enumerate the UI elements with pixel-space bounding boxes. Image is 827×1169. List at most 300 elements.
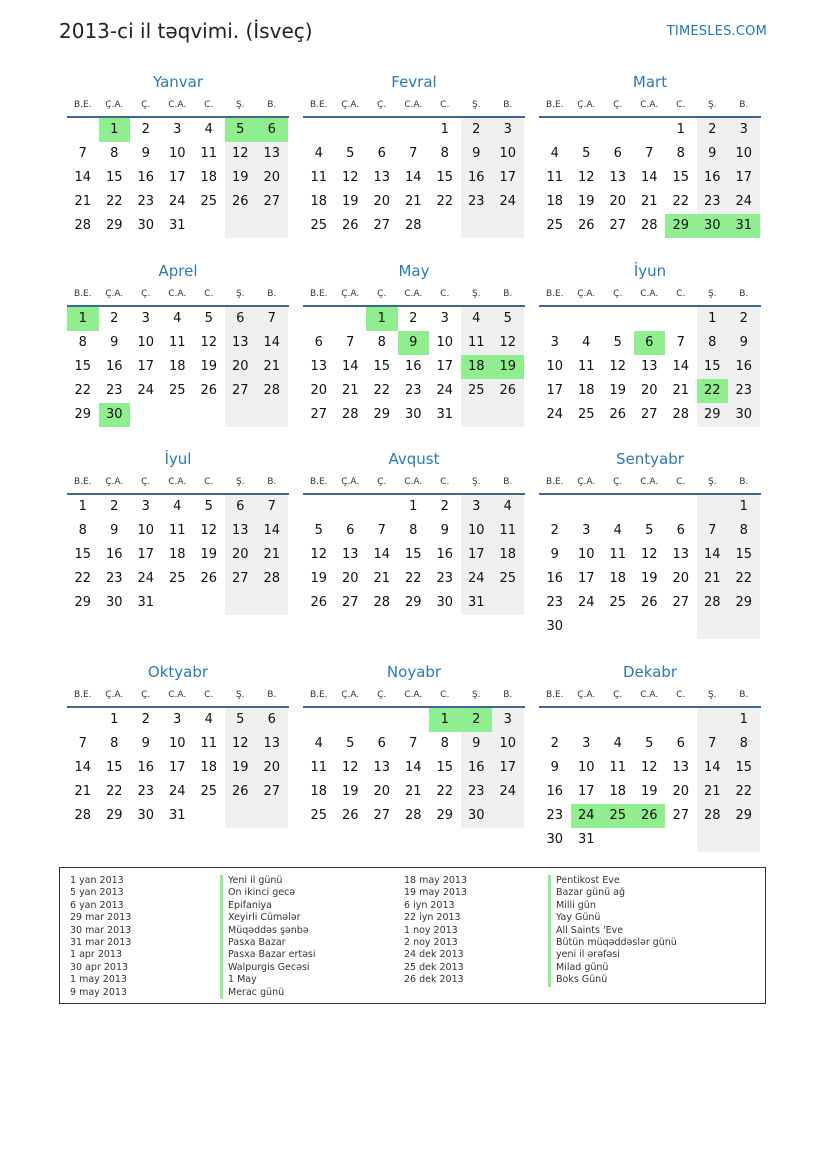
weekday-label: C.A. [404, 477, 423, 487]
day-cell: 8 [676, 146, 685, 161]
day-cell: 20 [225, 543, 257, 567]
month-0 [67, 70, 289, 238]
weekday-label: C. [204, 477, 214, 487]
holiday-name: Boks Günü [548, 974, 677, 986]
empty-day-cell [303, 495, 335, 519]
day-cell: 11 [546, 170, 564, 185]
day-cell: 8 [440, 736, 449, 751]
day-cell: 30 [461, 804, 493, 828]
day-cell: 4 [461, 307, 493, 331]
weekday-label: C.A. [404, 690, 423, 700]
day-cell: 21 [341, 383, 359, 398]
day-cell: 10 [168, 736, 186, 751]
weekday-label: Ç. [141, 289, 151, 299]
day-cell: 23 [137, 784, 155, 799]
holiday-date: 30 apr 2013 [70, 961, 129, 973]
day-cell: 6 [314, 335, 323, 350]
week-row [303, 379, 525, 403]
day-cell: 9 [110, 335, 119, 350]
empty-day-cell [665, 615, 697, 639]
day-cell: 15 [436, 760, 454, 775]
day-cell: 20 [640, 383, 658, 398]
day-cell: 9 [550, 547, 559, 562]
holiday-date: 5 yan 2013 [70, 887, 124, 899]
empty-day-cell [67, 708, 99, 732]
empty-day-cell [665, 708, 697, 732]
week-row [539, 591, 761, 615]
month-11 [539, 660, 761, 852]
weekday-label: B. [267, 690, 277, 700]
day-cell: 24 [168, 194, 186, 209]
empty-day-cell [602, 828, 634, 852]
day-cell: 8 [409, 523, 418, 538]
day-cell: 1 [429, 708, 461, 732]
week-row [539, 567, 761, 591]
day-cell: 3 [492, 118, 524, 142]
week-row [303, 591, 525, 615]
empty-day-cell [335, 118, 367, 142]
day-cell: 7 [676, 335, 685, 350]
day-cell: 12 [200, 335, 218, 350]
day-cell: 4 [613, 523, 622, 538]
day-cell: 10 [492, 142, 524, 166]
day-cell: 13 [672, 760, 690, 775]
day-cell: 28 [640, 218, 658, 233]
day-cell: 12 [640, 547, 658, 562]
weekday-label: C.A. [168, 477, 187, 487]
weekday-label: Ç. [141, 690, 151, 700]
weekday-label: B. [267, 477, 277, 487]
day-cell: 29 [74, 407, 92, 422]
day-cell: 4 [550, 146, 559, 161]
day-cell: 22 [404, 571, 422, 586]
empty-day-cell [303, 118, 335, 142]
day-cell: 15 [672, 170, 690, 185]
empty-day-cell [130, 403, 162, 427]
day-cell: 26 [225, 190, 257, 214]
day-cell: 31 [168, 808, 186, 823]
day-cell: 11 [200, 736, 218, 751]
week-row [539, 166, 761, 190]
day-cell: 23 [105, 571, 123, 586]
day-cell: 24 [546, 407, 564, 422]
empty-day-cell [256, 591, 288, 615]
weekday-label: Ş. [235, 690, 245, 700]
day-cell: 16 [546, 784, 564, 799]
weekday-header [539, 684, 761, 708]
day-cell: 14 [640, 170, 658, 185]
holiday-date: 30 mar 2013 [70, 924, 132, 936]
empty-day-cell [634, 307, 666, 331]
weekday-header [539, 94, 761, 118]
weekday-label: C. [204, 100, 214, 110]
day-cell: 29 [74, 595, 92, 610]
weekday-label: Ş. [707, 477, 717, 487]
month-1 [303, 70, 525, 238]
week-row [539, 732, 761, 756]
day-cell: 1 [440, 122, 449, 137]
day-cell: 12 [640, 760, 658, 775]
day-cell: 10 [546, 359, 564, 374]
empty-day-cell [602, 615, 634, 639]
day-cell: 10 [728, 142, 760, 166]
day-cell: 4 [492, 495, 524, 519]
site-link[interactable]: TIMESLES.COM [666, 24, 767, 39]
week-row [67, 543, 289, 567]
day-cell: 29 [404, 595, 422, 610]
day-cell: 13 [373, 760, 391, 775]
day-cell: 20 [256, 756, 288, 780]
day-cell: 3 [582, 523, 591, 538]
empty-day-cell [335, 495, 367, 519]
weekday-header [303, 283, 525, 307]
day-cell: 10 [577, 760, 595, 775]
day-cell: 28 [373, 595, 391, 610]
day-cell: 15 [404, 547, 422, 562]
day-cell: 30 [99, 403, 131, 427]
week-row [67, 780, 289, 804]
week-row [67, 118, 289, 142]
weekday-label: C.A. [640, 477, 659, 487]
week-row [539, 780, 761, 804]
week-row [67, 403, 289, 427]
week-row [67, 307, 289, 331]
holiday-name: Walpurgis Gecəsi [220, 962, 316, 974]
day-cell: 30 [436, 595, 454, 610]
day-cell: 6 [676, 736, 685, 751]
day-cell: 24 [492, 780, 524, 804]
holiday-date: 6 iyn 2013 [404, 899, 455, 911]
day-cell: 28 [697, 804, 729, 828]
day-cell: 1 [99, 118, 131, 142]
week-row [539, 708, 761, 732]
day-cell: 6 [346, 523, 355, 538]
weekday-label: Ç.A. [577, 690, 596, 700]
day-cell: 4 [204, 712, 213, 727]
weekday-label: Ş. [235, 100, 245, 110]
weekday-label: B.E. [545, 289, 564, 299]
weekday-label: C. [440, 289, 450, 299]
day-cell: 27 [609, 218, 627, 233]
day-cell: 25 [609, 595, 627, 610]
week-row [539, 828, 761, 852]
holiday-name: Yeni il günü [220, 875, 316, 887]
day-cell: 23 [461, 190, 493, 214]
day-cell: 13 [373, 170, 391, 185]
month-name: Dekabr [622, 663, 678, 681]
weekday-label: B.E. [73, 289, 92, 299]
day-cell: 19 [640, 784, 658, 799]
day-cell: 8 [78, 335, 87, 350]
month-4 [303, 259, 525, 427]
day-cell: 30 [105, 595, 123, 610]
empty-day-cell [665, 307, 697, 331]
day-cell: 16 [137, 760, 155, 775]
day-cell: 19 [492, 355, 524, 379]
day-cell: 4 [173, 311, 182, 326]
week-row [67, 804, 289, 828]
week-row [303, 403, 525, 427]
holiday-name: Milad günü [548, 962, 677, 974]
day-cell: 1 [697, 307, 729, 331]
day-cell: 24 [436, 383, 454, 398]
day-cell: 25 [168, 571, 186, 586]
weekday-header [67, 684, 289, 708]
day-cell: 9 [728, 331, 760, 355]
day-cell: 21 [697, 780, 729, 804]
week-row [539, 495, 761, 519]
holiday-date: 25 dek 2013 [404, 961, 464, 973]
day-cell: 13 [225, 519, 257, 543]
day-cell: 27 [225, 379, 257, 403]
day-cell: 3 [173, 122, 182, 137]
day-cell: 22 [672, 194, 690, 209]
day-cell: 15 [728, 543, 760, 567]
day-cell: 17 [577, 571, 595, 586]
day-cell: 28 [672, 407, 690, 422]
day-cell: 3 [461, 495, 493, 519]
day-cell: 26 [310, 595, 328, 610]
day-cell: 21 [404, 784, 422, 799]
day-cell: 13 [341, 547, 359, 562]
day-cell: 18 [577, 383, 595, 398]
day-cell: 5 [613, 335, 622, 350]
day-cell: 15 [74, 359, 92, 374]
day-cell: 28 [74, 808, 92, 823]
day-cell: 11 [577, 359, 595, 374]
day-cell: 8 [728, 732, 760, 756]
day-cell: 6 [225, 495, 257, 519]
empty-day-cell [571, 615, 603, 639]
month-7 [303, 447, 525, 615]
weekday-label: Ç. [613, 690, 623, 700]
day-cell: 13 [256, 142, 288, 166]
day-cell: 18 [310, 784, 328, 799]
day-cell: 6 [225, 307, 257, 331]
holiday-name: Epifaniya [220, 900, 316, 912]
weekday-label: Ş. [235, 289, 245, 299]
day-cell: 24 [571, 804, 603, 828]
day-cell: 9 [141, 736, 150, 751]
day-cell: 28 [404, 218, 422, 233]
weekday-label: B. [267, 289, 277, 299]
day-cell: 14 [74, 170, 92, 185]
day-cell: 30 [697, 214, 729, 238]
day-cell: 26 [225, 780, 257, 804]
day-cell: 16 [697, 166, 729, 190]
holiday-date: 2 noy 2013 [404, 936, 458, 948]
day-cell: 22 [373, 383, 391, 398]
holiday-name: Pasxa Bazar ertəsi [220, 949, 316, 961]
week-row [539, 804, 761, 828]
day-cell: 14 [697, 756, 729, 780]
day-cell: 9 [461, 142, 493, 166]
day-cell: 25 [200, 194, 218, 209]
week-row [67, 519, 289, 543]
day-cell: 27 [373, 218, 391, 233]
month-8 [539, 447, 761, 639]
day-cell: 11 [609, 760, 627, 775]
day-cell: 23 [105, 383, 123, 398]
day-cell: 27 [640, 407, 658, 422]
month-name: İyun [633, 262, 667, 280]
day-cell: 17 [168, 760, 186, 775]
day-cell: 11 [461, 331, 493, 355]
day-cell: 10 [168, 146, 186, 161]
day-cell: 7 [346, 335, 355, 350]
day-cell: 21 [697, 567, 729, 591]
empty-day-cell [366, 708, 398, 732]
weekday-label: C.A. [168, 100, 187, 110]
day-cell: 18 [200, 760, 218, 775]
weekday-label: C.A. [640, 690, 659, 700]
day-cell: 9 [461, 732, 493, 756]
day-cell: 10 [461, 519, 493, 543]
day-cell: 6 [613, 146, 622, 161]
day-cell: 4 [613, 736, 622, 751]
day-cell: 20 [609, 194, 627, 209]
day-cell: 10 [577, 547, 595, 562]
day-cell: 6 [634, 331, 666, 355]
day-cell: 2 [550, 736, 559, 751]
day-cell: 16 [461, 166, 493, 190]
weekday-label: B.E. [309, 477, 328, 487]
empty-day-cell [398, 708, 430, 732]
day-cell: 30 [404, 407, 422, 422]
day-cell: 24 [137, 571, 155, 586]
weekday-label: Ç.A. [341, 100, 360, 110]
day-cell: 6 [676, 523, 685, 538]
week-row [67, 567, 289, 591]
day-cell: 14 [341, 359, 359, 374]
month-3 [67, 259, 289, 427]
weekday-label: B. [503, 289, 513, 299]
day-cell: 29 [436, 808, 454, 823]
empty-day-cell [335, 708, 367, 732]
day-cell: 18 [461, 355, 493, 379]
day-cell: 17 [546, 383, 564, 398]
day-cell: 20 [256, 166, 288, 190]
month-name: Sentyabr [616, 450, 684, 468]
day-cell: 18 [609, 571, 627, 586]
holiday-name: Pasxa Bazar [220, 937, 316, 949]
month-name: Yanvar [152, 73, 204, 91]
day-cell: 11 [310, 170, 328, 185]
day-cell: 12 [225, 142, 257, 166]
day-cell: 1 [728, 495, 760, 519]
holiday-name: Xeyirli Cümələr [220, 912, 316, 924]
day-cell: 5 [645, 523, 654, 538]
day-cell: 30 [546, 619, 564, 634]
week-row [539, 307, 761, 331]
day-cell: 7 [256, 495, 288, 519]
weekday-label: B.E. [309, 289, 328, 299]
weekday-label: Ç.A. [577, 289, 596, 299]
empty-day-cell [461, 214, 493, 238]
day-cell: 25 [310, 218, 328, 233]
week-row [303, 756, 525, 780]
holiday-name: On ikinci gecə [220, 887, 316, 899]
day-cell: 16 [105, 547, 123, 562]
day-cell: 9 [440, 523, 449, 538]
legend-dates-col-2 [404, 875, 467, 987]
day-cell: 23 [728, 379, 760, 403]
empty-day-cell [366, 495, 398, 519]
day-cell: 19 [341, 194, 359, 209]
day-cell: 23 [697, 190, 729, 214]
day-cell: 11 [200, 146, 218, 161]
week-row [303, 708, 525, 732]
day-cell: 31 [137, 595, 155, 610]
week-row [303, 331, 525, 355]
day-cell: 3 [173, 712, 182, 727]
week-row [303, 732, 525, 756]
day-cell: 19 [200, 359, 218, 374]
holiday-name: Yay Günü [548, 912, 677, 924]
weekday-label: Ç. [141, 477, 151, 487]
month-name: İyul [164, 450, 192, 468]
weekday-label: B.E. [309, 100, 328, 110]
day-cell: 17 [577, 784, 595, 799]
day-cell: 2 [728, 307, 760, 331]
week-row [539, 519, 761, 543]
empty-day-cell [366, 118, 398, 142]
week-row [67, 756, 289, 780]
weekday-label: B. [503, 477, 513, 487]
day-cell: 27 [373, 808, 391, 823]
day-cell: 18 [200, 170, 218, 185]
empty-day-cell [492, 214, 524, 238]
day-cell: 27 [672, 808, 690, 823]
empty-day-cell [634, 615, 666, 639]
day-cell: 8 [440, 146, 449, 161]
empty-day-cell [602, 708, 634, 732]
day-cell: 20 [373, 194, 391, 209]
day-cell: 20 [672, 784, 690, 799]
week-row [67, 190, 289, 214]
weekday-label: B.E. [73, 100, 92, 110]
day-cell: 12 [225, 732, 257, 756]
day-cell: 22 [436, 194, 454, 209]
week-row [539, 118, 761, 142]
day-cell: 18 [168, 359, 186, 374]
day-cell: 18 [546, 194, 564, 209]
day-cell: 12 [577, 170, 595, 185]
week-row [67, 166, 289, 190]
day-cell: 3 [492, 708, 524, 732]
day-cell: 3 [728, 118, 760, 142]
day-cell: 7 [377, 523, 386, 538]
day-cell: 5 [225, 118, 257, 142]
day-cell: 24 [492, 190, 524, 214]
day-cell: 6 [377, 146, 386, 161]
month-name: Avqust [388, 450, 440, 468]
day-cell: 19 [200, 547, 218, 562]
holiday-date: 1 apr 2013 [70, 949, 123, 961]
day-cell: 30 [546, 832, 564, 847]
weekday-label: Ç. [377, 100, 387, 110]
day-cell: 17 [168, 170, 186, 185]
day-cell: 15 [728, 756, 760, 780]
empty-day-cell [193, 804, 225, 828]
day-cell: 25 [602, 804, 634, 828]
week-row [67, 732, 289, 756]
empty-day-cell [492, 804, 524, 828]
weekday-label: B. [267, 100, 277, 110]
weekday-label: Ç.A. [105, 477, 124, 487]
day-cell: 2 [141, 712, 150, 727]
day-cell: 21 [404, 194, 422, 209]
